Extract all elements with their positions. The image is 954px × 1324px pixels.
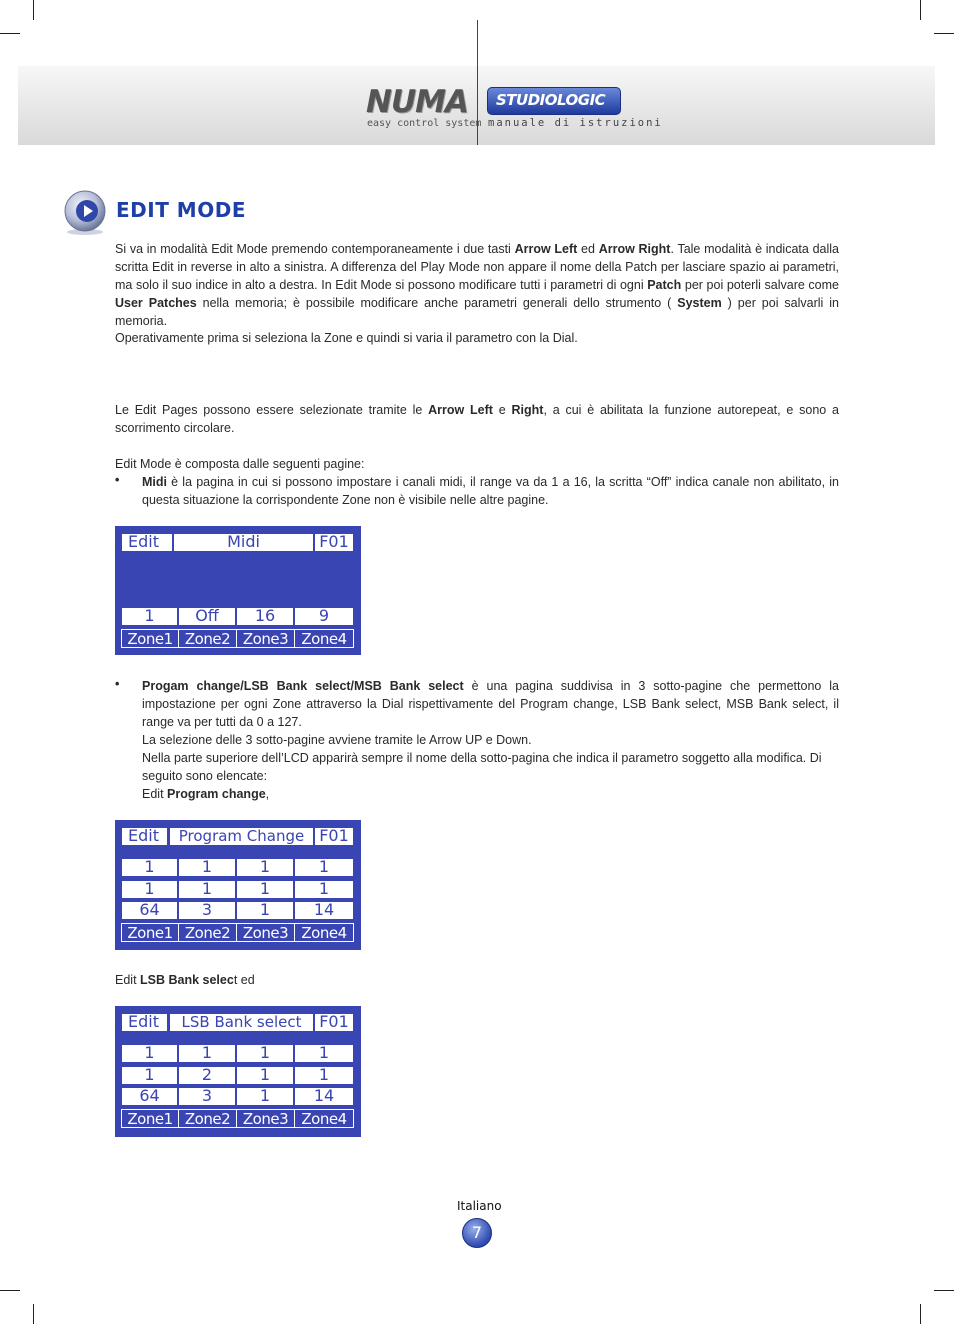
text-run: è una pagina suddivisa in 3 sotto-pagine che permettono la impostazione per ogni Zone attraverso la Dial rispettivamente del Program change, LSB Bank select, MSB Bank select, il range va per tutti da 0 a 127. — [142, 679, 839, 729]
lcd-value: 64 — [122, 902, 177, 919]
text-run: Edit — [115, 973, 141, 987]
program-paragraph — [142, 677, 839, 731]
text-run: è la pagina in cui si possono impostare i canali midi, il range va da 1 a 16, la scritta “Off” indica canale non abilitato, in questa situazione la corrispondente Zone non è visibile nelle altre pagine. — [142, 475, 839, 507]
lcd-value: 14 — [295, 902, 353, 919]
lcd-zone-label: Zone1 — [121, 923, 179, 942]
composition-paragraph: Edit Mode è composta dalle seguenti pagine: — [115, 457, 365, 471]
lcd-page-label: Midi — [174, 534, 313, 551]
lcd-value: 1 — [122, 1045, 177, 1062]
bold-term: LSB Bank selec — [140, 973, 234, 987]
text-run: t ed — [233, 973, 255, 987]
lcd-value: 1 — [237, 881, 293, 898]
crop-mark — [920, 0, 921, 20]
lcd-zone-label: Zone3 — [236, 1109, 295, 1128]
lcd-value: 1 — [179, 859, 235, 876]
lcd-value: 1 — [179, 881, 235, 898]
lcd-index-label: F01 — [315, 534, 353, 551]
lcd-zone-label: Zone3 — [236, 923, 295, 942]
bold-term: User Patches — [115, 296, 197, 310]
text-run: Le Edit Pages possono essere selezionate tramite le — [115, 403, 429, 417]
lcd-zone-label: Zone2 — [178, 629, 237, 648]
text-run: ed — [577, 242, 599, 256]
bullet-midi: • — [115, 473, 120, 487]
lcd-value: 1 — [122, 608, 177, 625]
lcd-value: 1 — [237, 1088, 293, 1105]
studiologic-logo — [487, 87, 621, 115]
lcd-value: 9 — [295, 608, 353, 625]
lcd-value: 14 — [295, 1088, 353, 1105]
lcd-value: 1 — [122, 859, 177, 876]
crop-mark — [920, 1304, 921, 1324]
lcd-midi — [115, 526, 361, 655]
lcd-page-label: LSB Bank select — [170, 1014, 313, 1031]
crop-mark — [934, 1290, 954, 1291]
lcd-value: 1 — [122, 1067, 177, 1084]
bold-term: Patch — [647, 278, 682, 292]
intro-paragraph — [115, 240, 839, 330]
studiologic-logo-text: STUDIOLOGIC — [496, 91, 606, 109]
bold-term: Progam change/LSB Bank select/MSB Bank select — [142, 679, 464, 693]
lcd-mode-label: Edit — [122, 828, 167, 845]
numa-logo-subtitle: easy control system — [367, 118, 482, 129]
program-paragraph-3: Nella parte superiore dell’LCD apparirà sempre il nome della sotto-pagina che indica il parametro soggetto alla modifica. Di seguito sono elencate: — [142, 751, 822, 783]
lcd-value: 64 — [122, 1088, 177, 1105]
crop-mark — [934, 33, 954, 34]
text-run: ) per poi salvarli in memoria. — [115, 296, 839, 328]
lcd-zone-label: Zone2 — [178, 1109, 237, 1128]
text-run: Si va in modalità Edit Mode premendo contemporaneamente i due tasti — [115, 242, 515, 256]
lcd-page-label: Program Change — [170, 828, 313, 845]
lcd-value: 1 — [295, 1067, 353, 1084]
lcd-value: 16 — [237, 608, 293, 625]
lcd-index-label: F01 — [315, 1014, 353, 1031]
bold-term: Arrow Right — [598, 242, 671, 256]
section-title: EDIT MODE — [116, 198, 246, 222]
bold-term: Program change — [167, 787, 266, 801]
midi-paragraph — [142, 473, 839, 509]
lcd-zone-label: Zone2 — [178, 923, 237, 942]
lsb-caption — [115, 971, 839, 989]
lcd-value: 3 — [179, 902, 235, 919]
manual-subtitle: manuale di istruzioni — [488, 117, 663, 129]
text-run: , a cui è abilitata la funzione autorepeat, e sono a scorrimento circolare. — [115, 403, 839, 435]
lcd-value: 3 — [179, 1088, 235, 1105]
bold-term: Arrow Left — [428, 403, 493, 417]
program-caption — [142, 785, 839, 803]
text-run: Edit — [142, 787, 168, 801]
lcd-value: 1 — [295, 881, 353, 898]
crop-mark — [33, 1304, 34, 1324]
lcd-value: 1 — [122, 881, 177, 898]
lcd-value: Off — [179, 608, 235, 625]
bold-term: Arrow Left — [514, 242, 578, 256]
text-run: nella memoria; è possibile modificare anche parametri generali dello strumento ( — [196, 296, 678, 310]
text-run: , — [265, 787, 270, 801]
footer-language: Italiano — [457, 1199, 502, 1213]
bold-term: System — [677, 296, 722, 310]
numa-logo: NUMA — [366, 84, 468, 120]
text-run: per poi poterli salvare come — [681, 278, 839, 292]
lcd-zone-label: Zone1 — [121, 1109, 179, 1128]
crop-mark — [0, 1290, 20, 1291]
page-number: 7 — [462, 1218, 492, 1248]
lcd-zone-label: Zone3 — [236, 629, 295, 648]
edit-pages-paragraph — [115, 401, 839, 437]
lcd-value: 1 — [295, 1045, 353, 1062]
lcd-program-change — [115, 820, 361, 950]
text-run: . Tale modalità è indicata dalla scritta Edit in reverse in alto a sinistra. A differenza del Play Mode non appare il nome della Patch per lasciare spazio ai parametri, ma solo il suo indice in alto a destra. In Edit Mode si possono modificare tutti i parametri di ogni — [115, 242, 839, 292]
lcd-lsb-bank-select — [115, 1006, 361, 1137]
bold-term: Right — [511, 403, 544, 417]
crop-mark — [0, 33, 20, 34]
lcd-value: 1 — [237, 859, 293, 876]
lcd-zone-label: Zone4 — [294, 923, 354, 942]
lcd-value: 1 — [237, 902, 293, 919]
lcd-value: 1 — [237, 1067, 293, 1084]
lcd-index-label: F01 — [315, 828, 353, 845]
operative-paragraph: Operativamente prima si seleziona la Zone e quindi si varia il parametro con la Dial. — [115, 331, 578, 345]
lcd-value: 2 — [179, 1067, 235, 1084]
lcd-mode-label: Edit — [122, 534, 172, 551]
lcd-value: 1 — [295, 859, 353, 876]
bullet-program: • — [115, 677, 120, 691]
lcd-zone-label: Zone4 — [294, 1109, 354, 1128]
lcd-value: 1 — [179, 1045, 235, 1062]
bold-term: Midi — [142, 475, 167, 489]
text-run: e — [492, 403, 512, 417]
lcd-value: 1 — [237, 1045, 293, 1062]
program-paragraph-2: La selezione delle 3 sotto-pagine avviene tramite le Arrow UP e Down. — [142, 733, 532, 747]
lcd-mode-label: Edit — [122, 1014, 167, 1031]
crop-mark — [33, 0, 34, 20]
lcd-zone-label: Zone4 — [294, 629, 354, 648]
lcd-zone-label: Zone1 — [121, 629, 179, 648]
play-icon — [62, 189, 108, 235]
